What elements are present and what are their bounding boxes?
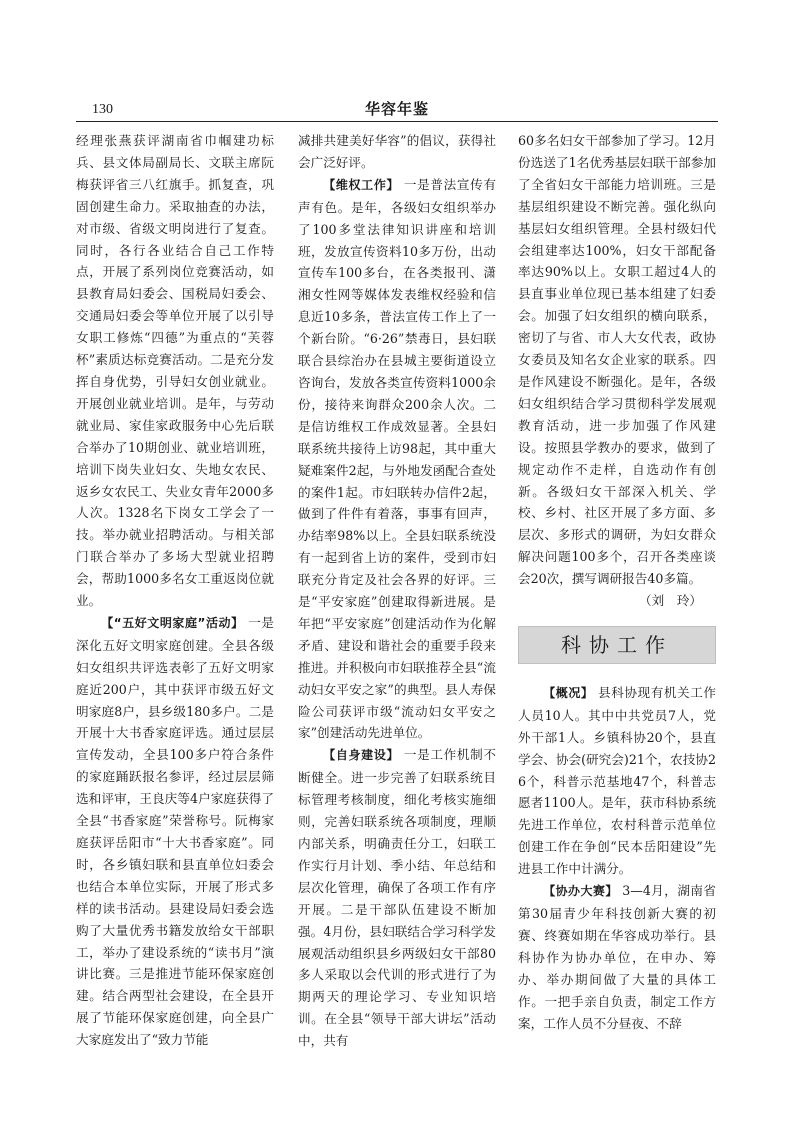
paragraph-text: 县科协现有机关工作人员10人。其中中共党员7人，党外干部1人。乡镇科协20个，县直学会、协会(研究会)21个，农技协26个，科普示范基地47个，科普志愿者1100人。是年，获市科协系统先进工作单位，农村科普示范单位创建工作在争创“民本岳阳建设”先进县工作中计满分。: [518, 684, 716, 877]
paragraph: 减排共建美好华容”的倡议，获得社会广泛好评。: [298, 133, 496, 170]
column-3: [518, 130, 716, 1034]
paragraph: [298, 744, 496, 1052]
running-title: 华容年鉴: [364, 100, 429, 118]
section-title-banner: 科协工作: [518, 626, 716, 664]
paragraph-text: 一是深化五好文明家庭创建。全县各级妇女组织共评选表彰了五好文明家庭近200户，其中获评市级五好文明家庭8户，县乡级180多户。二是开展十大书香家庭评选。通过层层宣传发动，全县100多户符合条件的家庭踊跃报名参评，经过层层筛选和评审，王良庆等4户家庭获得了全县“书香家庭”荣誉称号。阮梅家庭获评岳阳市“十大书香家庭”。同时，各乡镇妇联和县直单位妇委会也结合本单位实际，开展了形式多样的读书活动。县建设局妇委会选购了大量优秀书籍发放给女干部职工，举办了建设系统的“读书月”演讲比赛。三是推进节能环保家庭创建。结合两型社会建设，在全县开展了节能环保家庭创建，向全县广大家庭发出了“致力节能: [76, 614, 274, 1048]
paragraph-text: 3—4月，湖南省第30届青少年科技创新大赛的初赛、终赛如期在华容成功举行。县科协作为协办单位，在申办、筹办、举办期间做了大量的具体工作。一把手亲自负责，制定工作方案，工作人员不分昼夜、不辞: [518, 883, 716, 1031]
paragraph: 经理张燕获评湖南省巾帼建功标兵、县文体局副局长、文联主席阮梅获评省三八红旗手。抓复查，巩固创建生命力。采取抽查的办法，对市级、省级文明岗进行了复查。同时，各行各业结合自己工作特点，开展了系列岗位竞赛活动，如县教育局妇委会、国税局妇委会、交通局妇委会等单位开展了以引导女职工修炼“四德”为重点的“芙蓉杯”素质达标竞赛活动。二是充分发挥自身优势，引导妇女创业就业。开展创业就业培训。是年，与劳动就业局、家佳家政服务中心先后联合举办了10期创业、就业培训班，培训下岗失业妇女、失地女农民、返乡女农民工、失业女青年2000多人次。1328名下岗女工学会了一技。举办就业招聘活动。与相关部门联合举办了多场大型就业招聘会，帮助1000多名女工重返岗位就业。: [76, 133, 274, 609]
section-heading: 【概况】: [543, 685, 594, 700]
page-number: 130: [92, 102, 113, 117]
author-signature: （刘 玲）: [639, 593, 702, 609]
paragraph: 60多名妇女干部参加了学习。12月份选送了1名优秀基层妇联干部参加了全省妇女干部能力培训班。三是基层组织建设不断完善。强化纵向基层妇女组织管理。全县村级妇代会组建率达100%，妇女干部配备率达90%以上。女职工超过4人的县直事业单位现已基本组建了妇委会。加强了妇女组织的横向联系，密切了与省、市人大女代表，政协女委员及知名女企业家的联系。四是作风建设不断强化。是年，各级妇女组织结合学习贯彻科学发展观教育活动，进一步加强了作风建设。按照县学教办的要求，做到了规定动作不走样，自选动作有创新。各级妇女干部深入机关、学校、乡村、社区开展了多方面、多层次、多形式的调研，为妇女群众解决问题100多个，召开各类座谈会20次，撰写调研报告40多篇。: [518, 133, 716, 587]
section-heading: 【协办大赛】: [543, 884, 618, 899]
paragraph: [518, 682, 716, 880]
page-header: [76, 92, 718, 120]
column-1: [76, 130, 274, 1051]
column-2: [298, 130, 496, 1052]
paragraph: [518, 880, 716, 1034]
paragraph-text: 一是普法宣传有声有色。是年，各级妇女组织举办了100多堂法律知识讲座和培训班，发放宣传资料10多万份，出动宣传车100多台，在各类报刊、潇湘女性网等媒体发表维权经验和信息近10多条，普法宣传工作上了一个新台阶。“6·26”禁毒日，县妇联联合县综治办在县城主要街道设立咨询台，发放各类宣传资料1000余份，接待来询群众200余人次。二是信访维权工作成效显著。全县妇联系统共接待上访98起，其中重大疑难案件2起，与外地发函配合查处的案件1起。市妇联转办信件2起，做到了件件有着落，事事有回声，办结率98%以上。全县妇联系统没有一起到省上访的案件，受到市妇联充分肯定及社会各界的好评。三是“平安家庭”创建取得新进展。是年把“平安家庭”创建活动作为化解矛盾、建设和谐社会的重要手段来推进。并积极向市妇联推荐全县“流动妇女平安之家”的典型。县人寿保险公司获评市级“流动妇女平安之家”创建活动先进单位。: [298, 176, 496, 741]
paragraph-text: 一是工作机制不断健全。进一步完善了妇联系统目标管理考核制度，细化考核实施细则，完善妇联系统各项制度，理顺内部关系，明确责任分工，妇联工作实行月计划、季小结、年总结和层次化管理，确保了各项工作有序开展。二是干部队伍建设不断加强。4月份，县妇联结合学习科学发展观活动组织县乡两级妇女干部80多人采取以会代训的形式进行了为期两天的理论学习、专业知识培训。在全县“领导干部大讲坛”活动中，共有: [298, 747, 496, 1049]
header-rule: [76, 121, 718, 122]
paragraph: [298, 174, 496, 745]
section-heading: 【自身建设】: [323, 748, 400, 763]
section-heading: 【“五好文明家庭”活动】: [101, 615, 244, 630]
section-heading: 【维权工作】: [323, 177, 400, 192]
paragraph: [76, 612, 274, 1051]
